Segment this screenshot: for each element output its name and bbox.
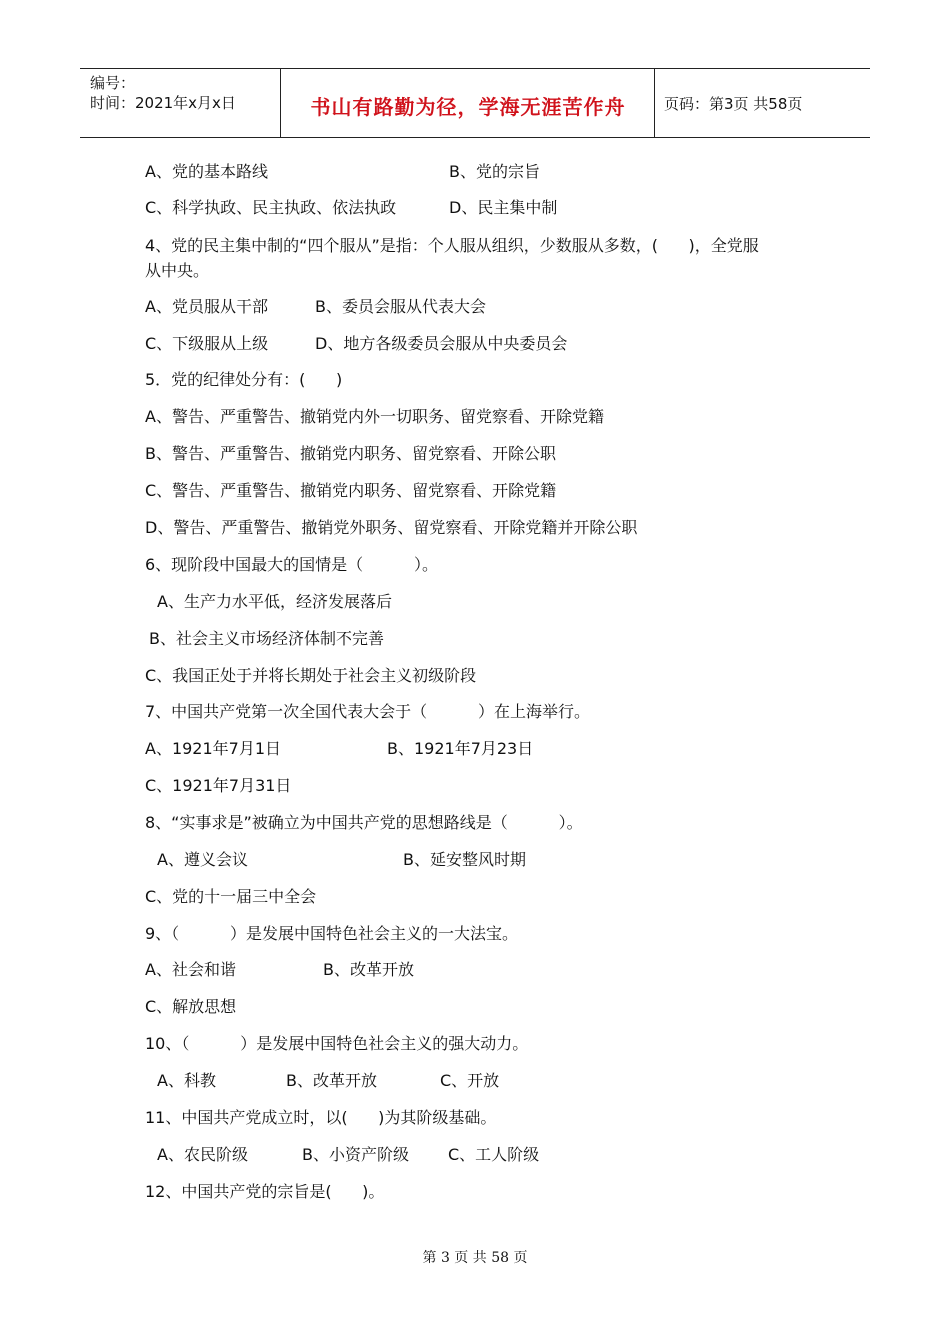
header-divider <box>280 69 281 137</box>
option-line: A、遵义会议 <box>157 850 248 869</box>
header-meta <box>90 73 236 113</box>
option-line: D、民主集中制 <box>449 198 558 217</box>
document-date: 时间：2021年x月x日 <box>90 94 236 112</box>
header-motto: 书山有路勤为径，学海无涯苦作舟 <box>310 95 626 119</box>
option-line: A、警告、严重警告、撤销党内外一切职务、留党察看、开除党籍 <box>145 407 604 426</box>
option-line: A、科教 <box>157 1071 216 1090</box>
question-line: 8、“实事求是”被确立为中国共产党的思想路线是（ ）。 <box>145 813 583 832</box>
option-line: C、下级服从上级 <box>145 334 269 353</box>
option-line: B、警告、严重警告、撤销党内职务、留党察看、开除公职 <box>145 444 556 463</box>
header-divider <box>654 69 655 137</box>
question-line: 11、中国共产党成立时，以( )为其阶级基础。 <box>145 1108 497 1127</box>
question-line: 4、党的民主集中制的“四个服从”是指：个人服从组织，少数服从多数，( )，全党服 <box>145 236 759 255</box>
option-line: C、开放 <box>440 1071 500 1090</box>
option-line: C、1921年7月31日 <box>145 776 292 795</box>
option-line: A、生产力水平低，经济发展落后 <box>157 592 392 611</box>
option-line: B、改革开放 <box>286 1071 377 1090</box>
option-line: B、党的宗旨 <box>449 162 540 181</box>
question-line: 从中央。 <box>145 261 210 280</box>
option-line: A、党员服从干部 <box>145 297 268 316</box>
option-line: B、委员会服从代表大会 <box>315 297 486 316</box>
option-line: B、改革开放 <box>323 960 414 979</box>
question-line: 7、中国共产党第一次全国代表大会于（ ）在上海举行。 <box>145 702 591 721</box>
option-line: A、农民阶级 <box>157 1145 248 1164</box>
question-line: 10、（ ）是发展中国特色社会主义的强大动力。 <box>145 1034 529 1053</box>
question-line: 5．党的纪律处分有：( ) <box>145 370 343 389</box>
document-number-label: 编号： <box>90 74 136 92</box>
option-line: C、我国正处于并将长期处于社会主义初级阶段 <box>145 666 477 685</box>
option-line: C、警告、严重警告、撤销党内职务、留党察看、开除党籍 <box>145 481 557 500</box>
option-line: A、党的基本路线 <box>145 162 268 181</box>
option-line: C、工人阶级 <box>448 1145 540 1164</box>
option-line: A、1921年7月1日 <box>145 739 282 758</box>
question-line: 9、（ ）是发展中国特色社会主义的一大法宝。 <box>145 924 519 943</box>
option-line: B、延安整风时期 <box>403 850 526 869</box>
question-line: 12、中国共产党的宗旨是( )。 <box>145 1182 385 1201</box>
option-line: B、小资产阶级 <box>302 1145 409 1164</box>
option-line: B、1921年7月23日 <box>387 739 534 758</box>
question-line: 6、现阶段中国最大的国情是（ ）。 <box>145 555 439 574</box>
page-header <box>80 68 870 138</box>
option-line: C、解放思想 <box>145 997 237 1016</box>
option-line: D、警告、严重警告、撤销党外职务、留党察看、开除党籍并开除公职 <box>145 518 638 537</box>
option-line: D、地方各级委员会服从中央委员会 <box>315 334 568 353</box>
option-line: C、科学执政、民主执政、依法执政 <box>145 198 397 217</box>
option-line: A、社会和谐 <box>145 960 236 979</box>
header-page-info: 页码：第3页 共58页 <box>664 95 803 113</box>
option-line: C、党的十一届三中全会 <box>145 887 317 906</box>
page-footer: 第 3 页 共 58 页 <box>422 1250 528 1266</box>
option-line: B、社会主义市场经济体制不完善 <box>149 629 384 648</box>
